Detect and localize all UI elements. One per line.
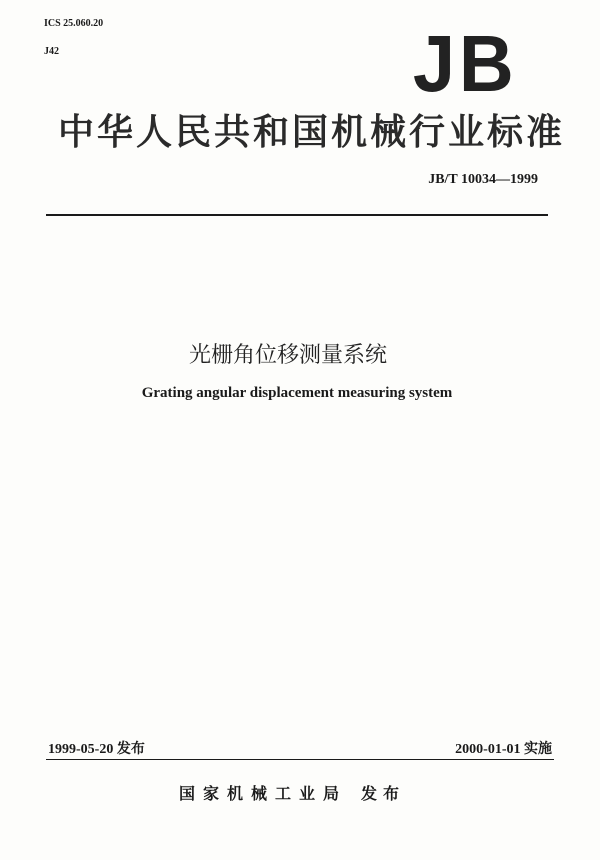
classification-code: J42 (44, 46, 59, 57)
issuer-action: 发布 (361, 784, 406, 803)
issuer (0, 781, 600, 804)
footer-divider (46, 759, 554, 760)
implementation-date: 2000-01-01 实施 (455, 742, 552, 757)
document-title-chinese-text: 光栅角位移测量系统 (188, 343, 387, 368)
issue-date: 1999-05-20 发布 (48, 742, 145, 757)
standard-title: 中华人民共和国机械行业标准 (58, 112, 566, 153)
standard-number: JB/T 10034—1999 (428, 172, 538, 187)
issuer-organization: 国家机械工业局 (178, 784, 347, 803)
header-divider (46, 214, 548, 216)
document-title-english-text: Grating angular displacement measuring system (141, 385, 453, 401)
ics-code: ICS 25.060.20 (44, 18, 104, 29)
document-title-chinese (0, 338, 600, 369)
jb-logo: JB (412, 19, 518, 108)
document-title-english (0, 385, 600, 402)
